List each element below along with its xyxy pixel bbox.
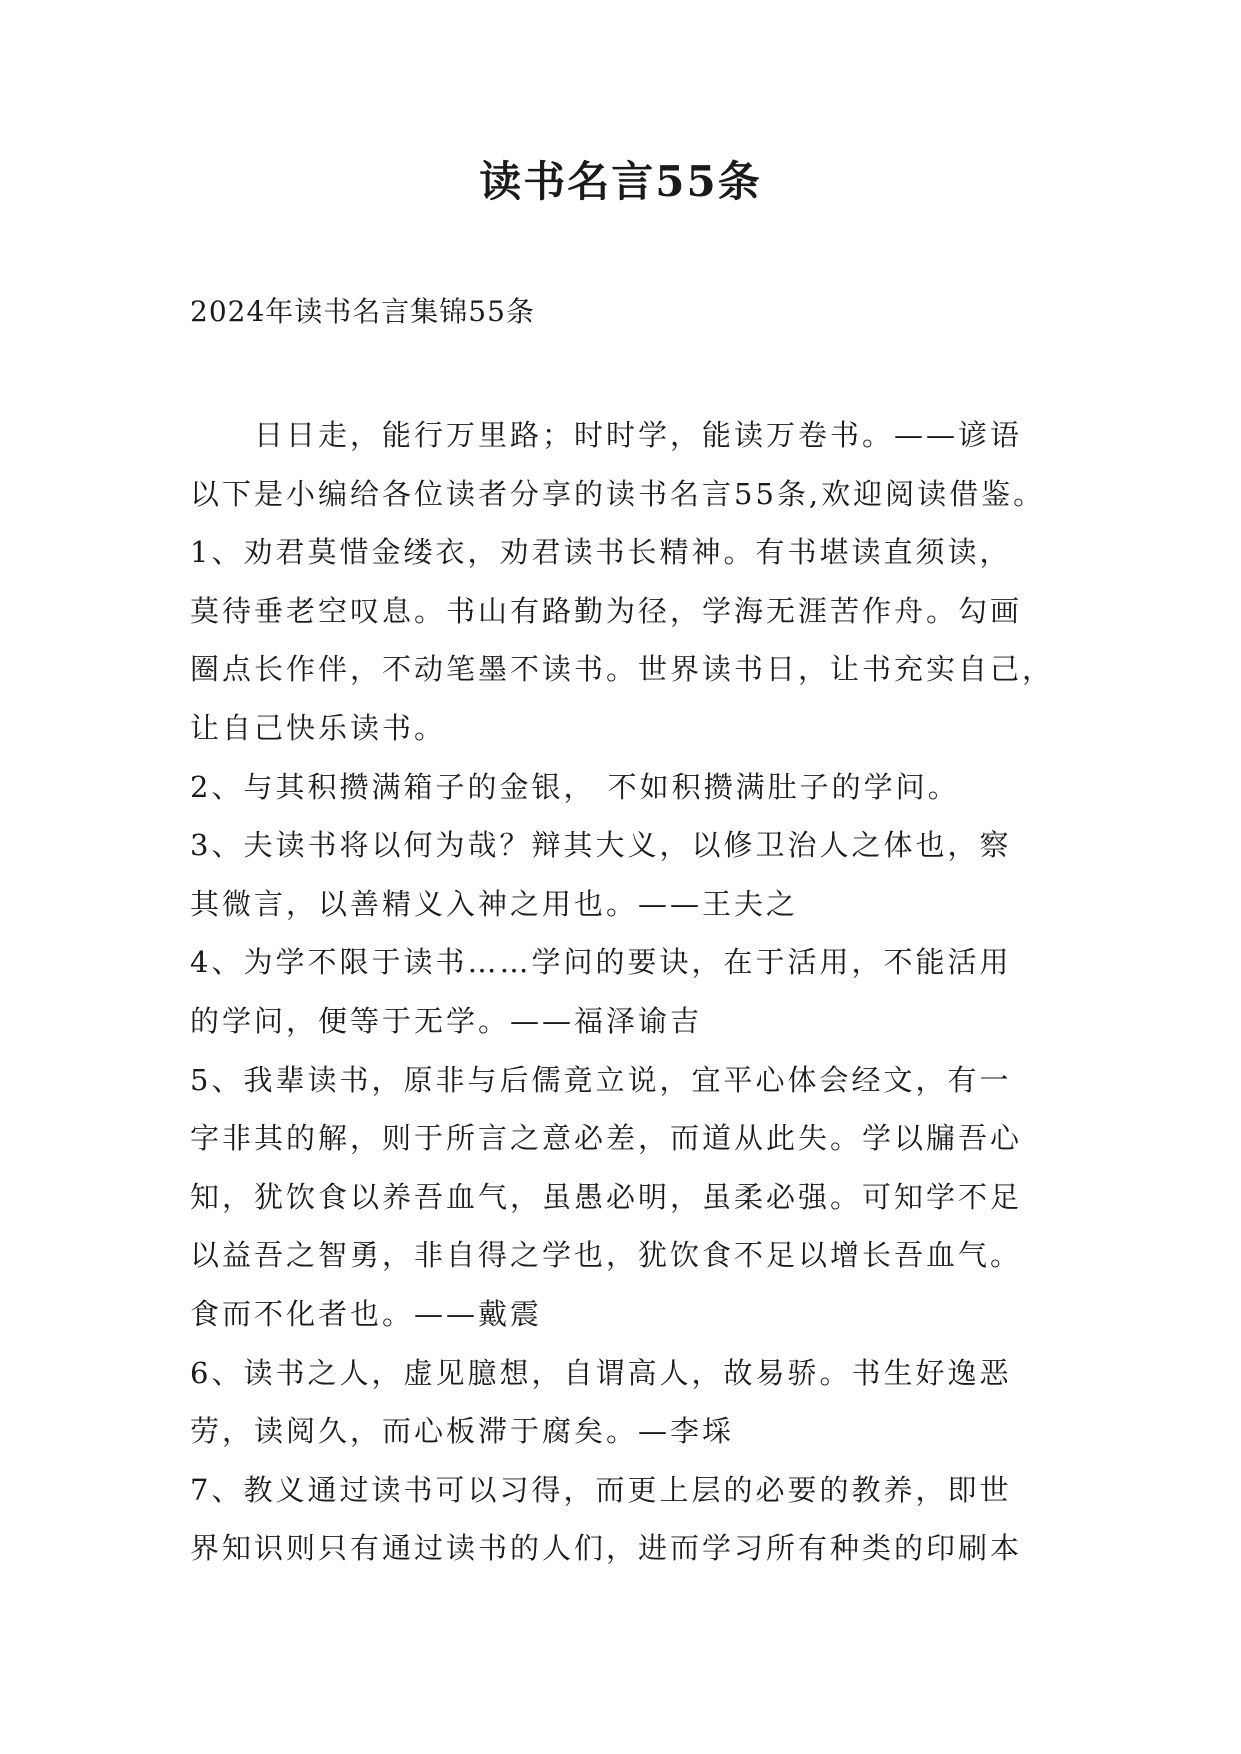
body-line: 界知识则只有通过读书的人们，进而学习所有种类的印刷本 [190,1531,1023,1566]
body-line: 让自己快乐读书。 [190,710,447,745]
body-line: 2、与其积攒满箱子的金银， 不如积攒满肚子的学问。 [190,769,960,804]
body-line: 以下是小编给各位读者分享的读书名言55条,欢迎阅读借鉴。 [190,476,1046,511]
body-line: 4、为学不限于读书……学问的要诀，在于活用，不能活用 [190,945,1012,980]
body-line: 的学问，便等于无学。——福泽谕吉 [190,1003,703,1038]
body-line: 7、教义通过读书可以习得，而更上层的必要的教养，即世 [190,1472,1012,1507]
body-line: 1、劝君莫惜金缕衣，劝君读书长精神。有书堪读直须读， [190,535,1012,570]
body-line: 日日走，能行万里路；时时学，能读万卷书。——谚语 [254,418,1023,452]
document-body [190,406,1070,1578]
document-title: 读书名言55条 [479,157,762,206]
body-line: 字非其的解，则于所言之意必差，而道从此失。学以牖吾心 [190,1121,1023,1156]
body-line: 圈点长作伴，不动笔墨不读书。世界读书日，让书充实自己， [190,652,1055,687]
body-line: 以益吾之智勇，非自得之学也，犹饮食不足以增长吾血气。 [190,1238,1023,1273]
body-line: 莫待垂老空叹息。书山有路勤为径，学海无涯苦作舟。勾画 [190,593,1023,628]
document-subtitle: 2024年读书名言集锦55条 [190,295,535,328]
body-line: 劳，读阅久，而心板滞于腐矣。—李埰 [190,1414,735,1449]
body-line: 6、读书之人，虚见臆想，自谓高人，故易骄。书生好逸恶 [190,1355,1012,1390]
body-line: 3、夫读书将以何为哉？辩其大义，以修卫治人之体也，察 [190,828,1012,863]
body-line: 知，犹饮食以养吾血气，虽愚必明，虽柔必强。可知学不足 [190,1179,1023,1214]
body-line: 其微言，以善精义入神之用也。——王夫之 [190,886,799,921]
body-line: 食而不化者也。——戴震 [190,1296,543,1331]
body-line: 5、我辈读书，原非与后儒竟立说，宜平心体会经文，有一 [190,1062,1012,1097]
